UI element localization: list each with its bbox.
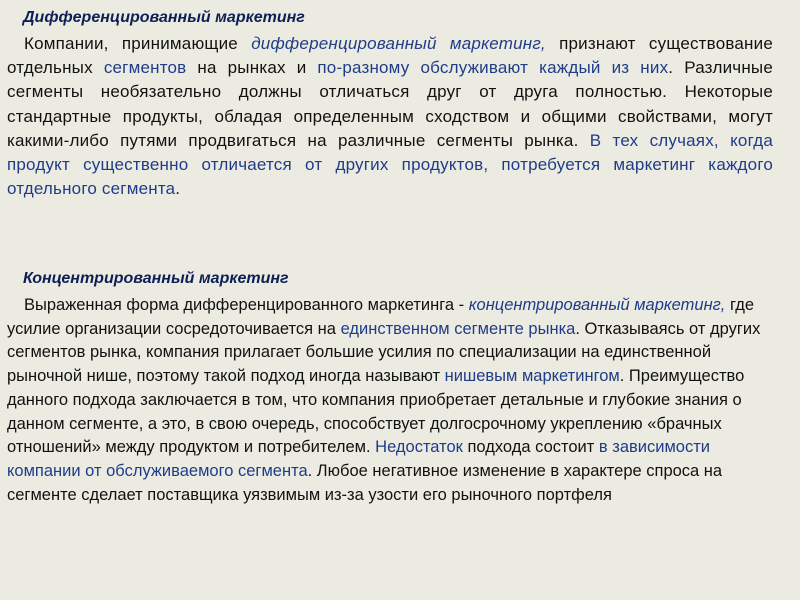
text-run: . Преимущество данного подхода заключается в том, что компания приобретает детальные и глубокие знания о данном сегменте, а это, в свою очередь, способствует долгосрочному укреплению «брачных отношений» между продуктом и потребителем. — [7, 367, 745, 457]
text-run: . — [175, 179, 181, 199]
term-segments: сегментов — [103, 58, 187, 78]
text-run: Компании, принимающие — [24, 34, 252, 53]
text-run: Выраженная форма дифференцированного маркетинга - — [24, 296, 469, 314]
term-single-segment: единственном сегменте рынка — [340, 319, 576, 338]
term-concentrated-marketing: концентрированный маркетинг, — [468, 296, 726, 314]
text-run: подхода состоит — [462, 438, 599, 457]
paragraph-concentrated — [7, 294, 773, 507]
term-dependence: в зависимости компании от обслуживаемого сегмента — [7, 438, 710, 480]
text-run: . Любое негативное изменение в характере спроса на сегменте сделает поставщика уязвимым из-за узости его рыночного портфеля — [7, 461, 723, 504]
text-run: признают существование отдельных — [7, 34, 773, 78]
section-heading-concentrated: Концентрированный маркетинг — [23, 270, 289, 287]
paragraph-differentiated — [7, 32, 773, 201]
text-run: где усилие организации сосредоточивается на — [7, 296, 755, 338]
highlight-sentence: В тех случаях, когда продукт существенно отличается от других продуктов, потребуется маркетинг каждого отдельного сегмента — [7, 130, 773, 199]
text-run: . Различные сегменты необязательно должны отличаться друг от друга полностью. Некоторые стандартные продукты, обладая определенным сходством и общими свойствами, могут какими-либо путями продвигаться на различные сегменты рынка. — [7, 58, 774, 150]
term-differentiated-marketing: дифференцированный маркетинг, — [251, 34, 546, 53]
term-serve-differently: по-разному обслуживают каждый из них — [317, 58, 669, 78]
section-heading-differentiated: Дифференцированный маркетинг — [23, 9, 305, 26]
text-run: на рынках и — [186, 58, 318, 78]
text-run: . Отказываясь от других сегментов рынка, компания прилагает большие усилия по специализации на единственной рыночной нише, поэтому такой подход иногда называют — [7, 319, 761, 386]
term-niche-marketing: нишевым маркетингом — [444, 367, 620, 386]
term-disadvantage: Недостаток — [375, 438, 463, 457]
